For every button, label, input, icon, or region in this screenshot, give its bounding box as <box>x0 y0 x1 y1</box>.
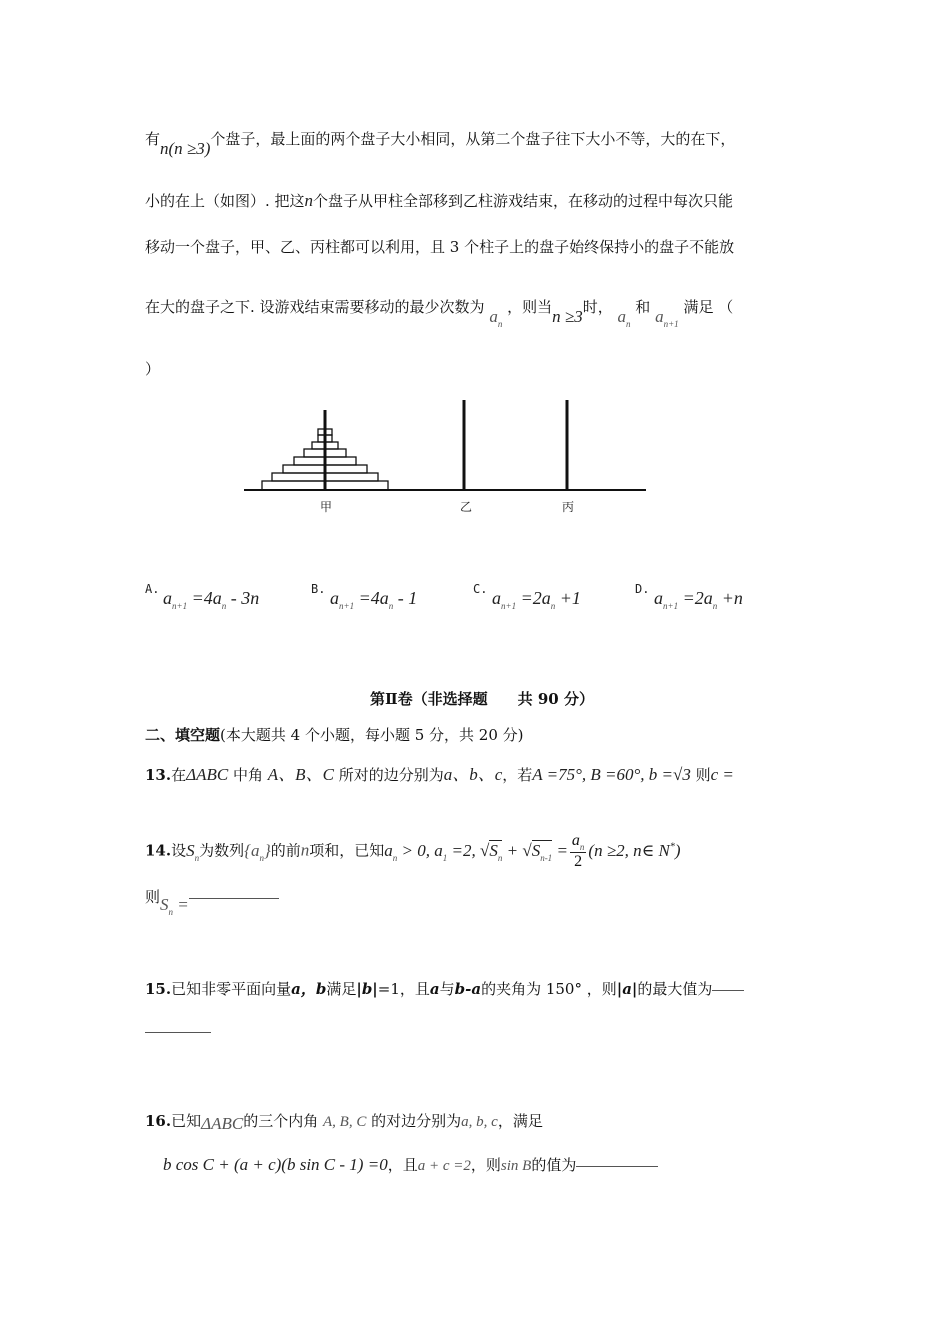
opt-a-rest1: =4a <box>187 588 222 608</box>
q16-text: 的对边分别为 <box>371 1112 462 1130</box>
q14-seq-base: {a <box>244 840 260 860</box>
q14-sn-sub: n <box>194 852 200 863</box>
q13-condition: A =75°, B =60°, b =√3 <box>532 765 691 784</box>
option-b-expr[interactable] <box>330 588 417 611</box>
q15-bma: b-a <box>454 980 482 998</box>
q13-text: 则 <box>695 766 711 784</box>
opt-d-sub1: n+1 <box>663 601 679 611</box>
q14-line1 <box>145 832 681 871</box>
q14-seq-sub: n <box>259 852 264 863</box>
opt-b-rest2: - 1 <box>393 588 418 608</box>
q14-tail-sup: * <box>669 840 675 852</box>
p12-an2-sub: n <box>626 319 631 329</box>
opt-c-rest1: =2a <box>516 588 551 608</box>
q15-text: =1，且 <box>377 980 430 998</box>
opt-c-rest2: +1 <box>555 588 581 608</box>
q14-sqrt1-sub: n <box>497 852 503 863</box>
opt-c-base: a <box>492 588 501 608</box>
q14-plus: + <box>502 840 523 860</box>
p12-text: 满足 （ <box>683 298 734 316</box>
option-a-label[interactable]: A. <box>145 582 160 596</box>
q14-sn-base: S <box>186 840 195 860</box>
q14-sn <box>186 840 200 863</box>
q13-text: ，若 <box>502 766 533 784</box>
option-c-expr[interactable] <box>492 588 581 611</box>
p12-text: ） <box>145 360 161 378</box>
q14-c1: a <box>384 840 393 860</box>
q14-frac-num <box>570 832 587 853</box>
q14-seq-end: } <box>263 840 271 860</box>
q16-text: ，满足 <box>497 1112 543 1130</box>
q16-answer-blank[interactable] <box>576 1165 658 1167</box>
p12-an-sub: n <box>497 319 503 329</box>
p12-n: n <box>304 191 314 210</box>
opt-a-sub2: n <box>221 601 227 611</box>
q16-text: ，且 <box>387 1156 418 1174</box>
p12-line5 <box>145 358 160 379</box>
p12-text: 和 <box>635 298 651 316</box>
q16-sinb: sin B <box>500 1158 532 1174</box>
fill-heading-line <box>145 724 524 745</box>
q15-a: a <box>429 980 440 998</box>
opt-a-sub1: n+1 <box>172 601 188 611</box>
peg-label-yi: 乙 <box>460 500 473 514</box>
q14-frac-num-base: a <box>571 832 580 849</box>
q15-vectors: a，b <box>291 980 327 998</box>
q13-triangle: ΔABC <box>186 765 229 784</box>
q15-text: 与 <box>439 980 455 998</box>
q14-sn-ans-base: S <box>160 895 169 914</box>
q13-text: 中角 <box>233 766 264 784</box>
q16-text: 的三个内角 <box>243 1112 319 1130</box>
q15-anorm: |a| <box>616 980 638 998</box>
option-d-label[interactable]: D. <box>635 582 650 596</box>
p12-cond: n ≥3 <box>552 307 583 326</box>
q14-sn-ans-sub: n <box>168 907 174 917</box>
p12-an1-base: a <box>655 307 664 326</box>
p12-line3 <box>145 236 734 257</box>
option-b-label[interactable]: B. <box>311 582 326 596</box>
q13-angles: A、B、C <box>267 765 334 784</box>
q15-answer-blank-1[interactable] <box>712 989 744 991</box>
q14-tail-base: (n ≥2, n∈ N <box>588 840 670 860</box>
q15-bnorm: |b| <box>356 980 378 998</box>
p12-an-base: a <box>489 307 498 326</box>
q14-num: 14. <box>145 841 172 860</box>
q16-line2 <box>163 1154 658 1175</box>
p12-text: 时， <box>582 298 613 316</box>
q14-c2-rest: =2, <box>447 840 481 860</box>
q14-frac-num-sub: n <box>579 842 585 852</box>
q14-sqrt2-base: S <box>531 840 541 860</box>
q14-text: 为数列 <box>199 841 245 860</box>
q14-tail-end: ) <box>674 840 681 860</box>
q14-sqrt1-base: S <box>489 840 498 860</box>
p12-an2 <box>617 307 631 329</box>
q14-sqrt2-sub: n-1 <box>540 852 553 863</box>
q13-text: 所对的边分别为 <box>338 766 444 784</box>
q14-fraction <box>570 832 587 871</box>
q14-c1-rest: > 0, a <box>397 840 443 860</box>
p12-an2-base: a <box>617 307 627 326</box>
q14-sqrt1 <box>489 840 503 863</box>
q16-text: ，则 <box>470 1156 501 1174</box>
opt-d-sub2: n <box>712 601 718 611</box>
q14-text: 的前 <box>270 841 301 860</box>
opt-c-sub1: n+1 <box>501 601 517 611</box>
opt-c-sub2: n <box>550 601 556 611</box>
q16-equation: b cos C + (a + c)(b sin C - 1) =0 <box>163 1155 388 1174</box>
q15-text: 已知非零平面向量 <box>171 980 292 998</box>
p12-text: ，则当 <box>507 298 553 316</box>
opt-a-base: a <box>163 588 172 608</box>
q15-text: 的夹角为 150° ，则 <box>481 980 617 998</box>
q15-answer-blank-2[interactable] <box>145 1031 211 1033</box>
p12-an1-sub: n+1 <box>663 319 679 329</box>
q15-line2 <box>145 1022 211 1040</box>
q15-text: 满足 <box>326 980 357 998</box>
p12-line1 <box>145 128 736 158</box>
opt-b-sub1: n+1 <box>339 601 355 611</box>
q16-text: 的值为 <box>531 1156 577 1174</box>
q14-text: 项和，已知 <box>309 841 385 860</box>
q14-n: n <box>300 840 310 860</box>
p12-text: 小的在上（如图）. 把这 <box>145 192 305 210</box>
q14-seq <box>244 840 271 863</box>
option-c-label[interactable]: C. <box>473 582 488 596</box>
p12-an1 <box>655 307 679 329</box>
opt-d-base: a <box>654 588 663 608</box>
p12-text: 个盘子，最上面的两个盘子大小相同，从第二个盘子往下大小不等，大的在下， <box>210 130 736 148</box>
q14-answer-blank[interactable] <box>189 897 279 899</box>
q13-text: 在 <box>171 766 187 784</box>
q14-then: 则 <box>145 888 161 906</box>
p12-text: 个盘子从甲柱全部移到乙柱游戏结束，在移动的过程中每次只能 <box>313 192 734 210</box>
q16-condition: a + c =2 <box>417 1158 471 1174</box>
peg-label-bing: 丙 <box>562 500 575 514</box>
q16-angles: A, B, C <box>323 1114 367 1130</box>
opt-d-rest1: =2a <box>678 588 713 608</box>
p12-text: 在大的盘子之下. 设游戏结束需要移动的最少次数为 <box>145 298 485 316</box>
opt-d-rest2: +n <box>717 588 743 608</box>
q16-sides: a, b, c <box>461 1114 498 1130</box>
option-d-expr[interactable] <box>654 588 743 611</box>
opt-b-rest1: =4a <box>354 588 389 608</box>
q14-frac-den: 2 <box>574 853 583 870</box>
p12-an <box>489 307 503 329</box>
fill-heading: 二、填空题 <box>145 726 221 744</box>
q14-eq: = <box>552 840 568 860</box>
q14-sqrt2 <box>531 840 553 863</box>
q14-sn-ans <box>160 895 189 917</box>
q14-conditions: $a_n > 0$, $a_1 =2$, $√S_n + √S_{n-1}$ = <box>384 840 568 863</box>
opt-b-sub2: n <box>388 601 394 611</box>
hanoi-figure <box>240 395 650 520</box>
q14-text: 设 <box>171 841 187 860</box>
q16-triangle: ΔABC <box>201 1114 244 1133</box>
q15-num: 15. <box>145 980 172 998</box>
section2-title: 第Ⅱ卷（非选择题 共 90 分） <box>370 690 594 708</box>
p12-line4 <box>145 296 734 329</box>
q15-text: 的最大值为 <box>637 980 713 998</box>
q14-line2 <box>145 886 279 917</box>
q15-line1 <box>145 978 744 999</box>
q13-sides: a、b、c <box>443 765 503 784</box>
q14-c2-sub: 1 <box>442 852 448 863</box>
peg-label-jia: 甲 <box>320 500 333 514</box>
p12-text: 移动一个盘子，甲、乙、丙柱都可以利用，且 3 个柱子上的盘子始终保持小的盘子不能放 <box>145 238 735 256</box>
q14-tail <box>588 841 680 860</box>
q16-line1 <box>145 1110 543 1131</box>
p12-text: 有 <box>145 130 161 148</box>
p12-line2 <box>145 190 733 211</box>
p12-n-cond: n(n ≥3) <box>160 139 211 158</box>
opt-a-rest2: - 3n <box>226 588 260 608</box>
q16-text: 已知 <box>171 1112 202 1130</box>
option-a-expr[interactable] <box>163 588 259 611</box>
opt-b-base: a <box>330 588 339 608</box>
q16-num: 16. <box>145 1112 172 1130</box>
fill-note: (本大题共 4 个小题，每小题 5 分，共 20 分) <box>220 726 524 744</box>
q13-num: 13. <box>145 766 172 784</box>
q14-c1-sub: n <box>392 852 398 863</box>
q14-sn-ans-eq: = <box>173 895 189 914</box>
q13 <box>145 760 734 785</box>
q13-ask: c = <box>710 765 734 784</box>
